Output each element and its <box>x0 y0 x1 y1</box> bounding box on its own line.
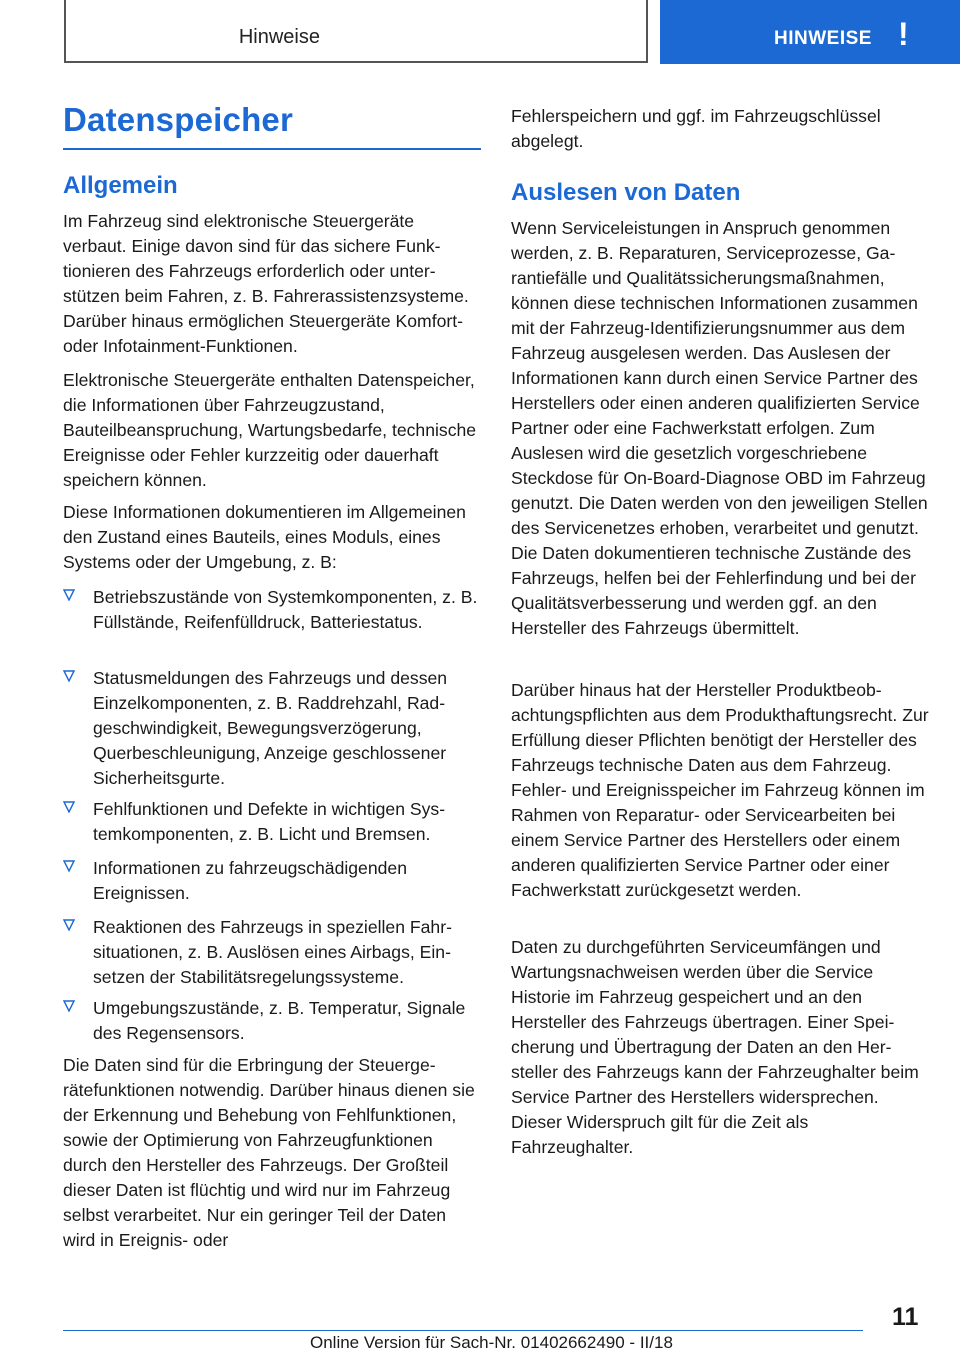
triangle-bullet-icon <box>63 860 75 872</box>
section-heading-allgemein: Allgemein <box>63 172 178 199</box>
list-item-text: Betriebszustände von Systemkomponenten, z. B. Füllstände, Reifenfülldruck, Batteriestatus. <box>93 587 478 632</box>
page-number: 11 <box>892 1303 919 1331</box>
header-tab <box>660 0 960 64</box>
page-title: Datenspeicher <box>63 101 294 138</box>
title-divider <box>63 148 481 150</box>
footer-text: Online Version für Sach-Nr. 01402662490 - II/18 <box>310 1333 673 1352</box>
paragraph: Darüber hinaus hat der Hersteller Produktbeobachtungspflichten aus dem Produkthaftungsrecht. Zur Erfüllung dieser Pflichten benötigt der Hersteller des Fahrzeugs technische Daten aus dem Fahrzeug. Fehler- und Ereignisspeicher im Fahrzeug können im Rahmen von Reparatur- oder Servicearbeiten bei einem Service Partner des Herstellers oder einem anderen qualifizierten Service Partner oder einer Fachwerkstatt zurückgesetzt werden. <box>511 680 929 900</box>
triangle-bullet-icon <box>63 589 75 601</box>
list-item-text: Fehlfunktionen und Defekte in wichtigen Systemkomponenten, z. B. Licht und Bremsen. <box>93 799 446 844</box>
footer-divider <box>63 1330 863 1331</box>
paragraph: Diese Informationen dokumentieren im Allgemeinen den Zustand eines Bauteils, eines Moduls, eines Systems oder der Umgebung, z. B: <box>63 502 466 572</box>
list-item-text: Umgebungszustände, z. B. Temperatur, Signale des Regensensors. <box>93 998 466 1043</box>
header-section-label: Hinweise <box>238 26 320 48</box>
triangle-bullet-icon <box>63 670 75 682</box>
exclamation-icon: ! <box>898 16 909 52</box>
paragraph: Die Daten sind für die Erbringung der Steuergerätefunktionen notwendig. Darüber hinaus dienen sie der Erkennung und Behebung von Fehlfunktionen, sowie der Optimierung von Fahrzeugfunktionen durch den Hersteller des Fahrzeugs. Der Großteil dieser Daten ist flüchtig und wird nur im Fahrzeug selbst verarbeitet. Nur ein geringer Teil der Daten wird in Ereignis- oder <box>63 1055 475 1250</box>
header-section-box <box>64 0 648 63</box>
paragraph: Wenn Serviceleistungen in Anspruch genommen werden, z. B. Reparaturen, Serviceprozesse, Garantiefälle und Qualitätssicherungsmaßnahmen, können diese technischen Informationen zusammen mit der Fahrzeug-Identifizierungsnummer aus dem Fahrzeug ausgelesen werden. Das Auslesen der Informationen kann durch einen Service Partner des Herstellers oder einen anderen qualifizierten Service Partner oder eine Fachwerkstatt erfolgen. Zum Auslesen wird die gesetzlich vorgeschriebene Steckdose für On-Board-Diagnose OBD im Fahrzeug genutzt. Die Daten werden von den jeweiligen Stellen des Servicenetzes erhoben, verarbeitet und genutzt. Die Daten dokumentieren technische Zustände des Fahrzeugs, helfen bei der Fehlerfindung und bei der Qualitätsverbesserung und werden ggf. an den Hersteller des Fahrzeugs übermittelt. <box>511 218 928 638</box>
paragraph: Daten zu durchgeführten Serviceumfängen und Wartungsnachweisen werden über die Service Historie im Fahrzeug gespeichert und an den Hersteller des Fahrzeugs übertragen. Einer Speicherung und Übertragung der Daten an den Hersteller des Fahrzeugs kann der Fahrzeughalter beim Service Partner des Herstellers widersprechen. Dieser Widerspruch gilt für die Zeit als Fahrzeughalter. <box>511 937 919 1157</box>
list-item-text: Informationen zu fahrzeugschädigenden Ereignissen. <box>93 858 407 903</box>
paragraph: Im Fahrzeug sind elektronische Steuergeräte verbaut. Einige davon sind für das sichere Funktionieren des Fahrzeugs erforderlich oder unterstützen beim Fahren, z. B. Fahrerassistenzsysteme. Darüber hinaus ermöglichen Steuergeräte Komfort- oder Infotainment-Funktionen. <box>63 211 469 356</box>
triangle-bullet-icon <box>63 801 75 813</box>
section-heading-auslesen: Auslesen von Daten <box>511 179 741 206</box>
triangle-bullet-icon <box>63 1000 75 1012</box>
list-item-text: Statusmeldungen des Fahrzeugs und dessen Einzelkomponenten, z. B. Raddrehzahl, Radgeschwindigkeit, Bewegungsverzögerung, Querbeschleunigung, Anzeige geschlossener Sicherheitsgurte. <box>93 668 448 788</box>
paragraph: Fehlerspeichern und ggf. im Fahrzeugschlüssel abgelegt. <box>511 106 881 151</box>
list-item-text: Reaktionen des Fahrzeugs in speziellen Fahrsituationen, z. B. Auslösen eines Airbags, Einsetzen der Stabilitätsregelungssysteme. <box>93 917 452 987</box>
paragraph: Elektronische Steuergeräte enthalten Datenspeicher, die Informationen über Fahrzeugzustand, Bauteilbeanspruchung, Wartungsbedarfe, technische Ereignisse oder Fehler kurzzeitig oder dauerhaft speichern können. <box>63 370 477 490</box>
header-tab-label: HINWEISE <box>774 28 872 49</box>
triangle-bullet-icon <box>63 919 75 931</box>
